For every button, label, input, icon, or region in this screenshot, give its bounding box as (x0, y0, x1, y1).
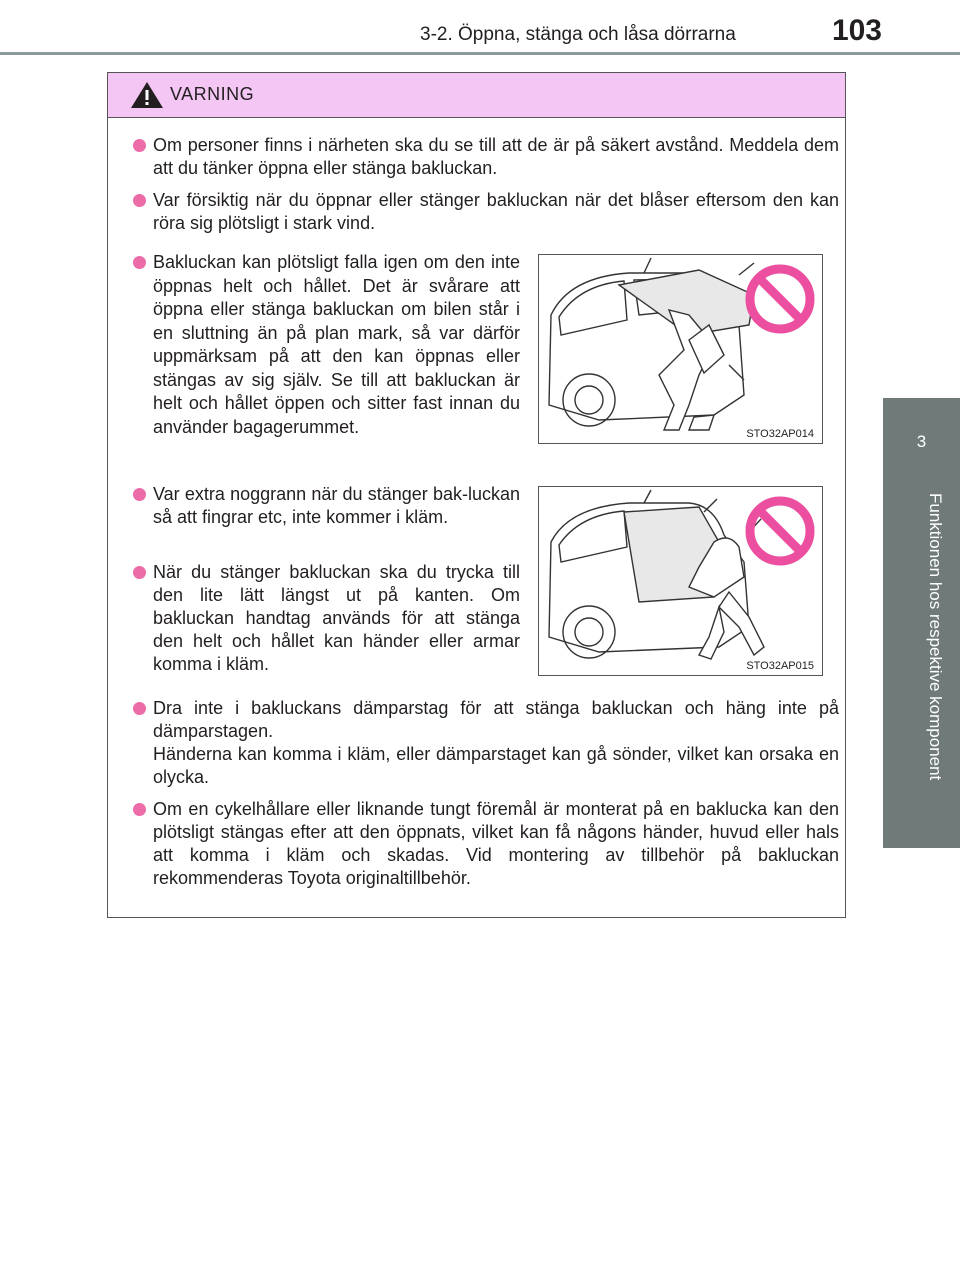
chapter-number: 3 (916, 432, 927, 451)
warning-item-text: När du stänger bakluckan ska du trycka till den lite lätt längst ut på kanten. Om bakluckan handtag används för att stänga den helt och hållet kan händer eller armar komma i kläm. (153, 562, 520, 674)
tailgate-falling-illustration (538, 254, 823, 444)
warning-triangle-icon (130, 81, 164, 109)
chapter-side-tab (883, 398, 960, 848)
warning-item-text: Var försiktig när du öppnar eller stänger bakluckan när det blåser eftersom den kan röra sig plötsligt i stark vind. (153, 190, 839, 233)
figure-code: STO32AP015 (746, 660, 814, 672)
warning-box (107, 72, 846, 918)
tailgate-closing-illustration (538, 486, 823, 676)
warning-item (153, 134, 839, 180)
warning-item (153, 697, 839, 789)
bullet-icon (133, 702, 146, 715)
bullet-icon (133, 194, 146, 207)
bullet-icon (133, 488, 146, 501)
chapter-title: Funktionen hos respektive komponent (926, 493, 945, 781)
warning-item (153, 189, 839, 235)
warning-item-text: Om personer finns i närheten ska du se till att de är på säkert avstånd. Meddela dem att du tänker öppna eller stänga bakluckan. (153, 135, 839, 178)
warning-item-text: Bakluckan kan plötsligt falla igen om den inte öppnas helt och hållet. Det är svårare att öppna eller stänga bakluckan om bilen står i en sluttning än på plan mark, så var därför uppmärksam på att den kan öppnas eller stängas av sig själv. Se till att bakluckan är helt och hållet öppen och sitter fast innan du använder bagagerummet. (153, 252, 520, 437)
page-number: 103 (831, 14, 882, 47)
header-divider (0, 52, 960, 55)
warning-item-text-continued: Händerna kan komma i kläm, eller dämparstaget kan gå sönder, vilket kan orsaka en olycka. (153, 744, 839, 787)
bullet-icon (133, 256, 146, 269)
bullet-icon (133, 803, 146, 816)
warning-item (153, 798, 839, 890)
warning-item (153, 483, 520, 529)
prohibited-icon (744, 263, 816, 335)
warning-title: VARNING (170, 84, 255, 104)
warning-item (153, 561, 520, 676)
warning-item-text: Om en cykelhållare eller liknande tungt föremål är monterat på en baklucka kan den plötsligt stängas efter att den öppnats, vilket kan få någons händer, huvud eller hals att komma i kläm och skadas. Vid montering av tillbehör på bakluckan rekommenderas Toyota originaltillbehör. (153, 799, 839, 888)
warning-item (153, 251, 520, 439)
section-title: 3-2. Öppna, stänga och låsa dörrarna (420, 24, 736, 45)
bullet-icon (133, 139, 146, 152)
prohibited-icon (744, 495, 816, 567)
warning-item-text: Var extra noggrann när du stänger bak-luckan så att fingrar etc, inte kommer i kläm. (153, 484, 520, 527)
warning-header (108, 73, 845, 118)
bullet-icon (133, 566, 146, 579)
warning-item-text: Dra inte i bakluckans dämparstag för att stänga bakluckan och häng inte på dämparstagen. (153, 698, 839, 741)
figure-code: STO32AP014 (746, 428, 814, 440)
